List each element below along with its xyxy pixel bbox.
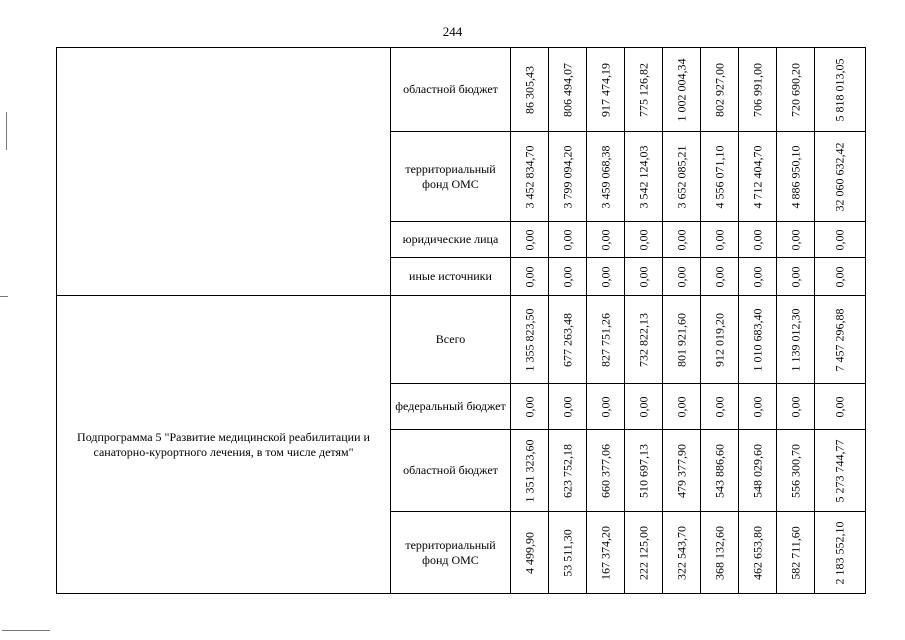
amount-cell	[587, 48, 625, 132]
amount-cell	[549, 512, 587, 594]
amount-cell	[701, 48, 739, 132]
amount-value: 0,00	[674, 266, 688, 287]
amount-cell	[625, 132, 663, 222]
amount-value: 0,00	[788, 396, 802, 417]
amount-cell	[511, 384, 549, 430]
amount-cell	[549, 258, 587, 296]
table-row	[57, 48, 866, 132]
amount-value: 0,00	[598, 266, 612, 287]
amount-cell	[587, 430, 625, 512]
amount-value: 0,00	[522, 266, 536, 287]
funding-source-cell: юридические лица	[391, 222, 511, 258]
amount-value: 660 377,06	[598, 443, 612, 498]
amount-value: 1 139 012,30	[788, 308, 802, 371]
amount-cell	[815, 258, 866, 296]
amount-cell	[701, 430, 739, 512]
amount-value: 3 542 124,03	[636, 145, 650, 208]
table-row	[57, 296, 866, 384]
amount-cell	[625, 430, 663, 512]
amount-value: 0,00	[750, 266, 764, 287]
amount-cell	[587, 512, 625, 594]
amount-cell	[549, 430, 587, 512]
funding-source-cell: территориальный фонд ОМС	[391, 132, 511, 222]
amount-value: 4 712 404,70	[750, 145, 764, 208]
amount-value: 53 511,30	[560, 528, 574, 577]
amount-value: 0,00	[750, 396, 764, 417]
amount-cell	[625, 512, 663, 594]
amount-cell	[625, 48, 663, 132]
amount-value: 32 060 632,42	[832, 142, 847, 211]
amount-cell	[701, 296, 739, 384]
amount-cell	[777, 296, 815, 384]
amount-value: 0,00	[560, 229, 574, 250]
amount-cell	[511, 132, 549, 222]
amount-cell	[587, 258, 625, 296]
amount-cell	[549, 384, 587, 430]
amount-value: 912 019,20	[712, 312, 726, 367]
amount-value: 775 126,82	[636, 62, 650, 117]
amount-value: 3 452 834,70	[522, 145, 536, 208]
budget-table	[56, 47, 866, 594]
amount-value: 3 799 094,20	[560, 145, 574, 208]
amount-cell	[701, 258, 739, 296]
funding-source-cell: Всего	[391, 296, 511, 384]
amount-cell	[511, 430, 549, 512]
amount-cell	[815, 132, 866, 222]
amount-cell	[511, 296, 549, 384]
amount-value: 582 711,60	[788, 525, 802, 580]
amount-cell	[663, 384, 701, 430]
amount-cell	[549, 48, 587, 132]
amount-cell	[739, 48, 777, 132]
amount-value: 801 921,60	[674, 312, 688, 367]
amount-cell	[777, 512, 815, 594]
amount-cell	[587, 222, 625, 258]
amount-value: 4 499,90	[522, 531, 536, 574]
amount-cell	[815, 222, 866, 258]
amount-cell	[625, 222, 663, 258]
amount-value: 623 752,18	[560, 443, 574, 498]
amount-value: 86 305,43	[522, 65, 536, 114]
amount-cell	[587, 132, 625, 222]
funding-source-cell: иные источники	[391, 258, 511, 296]
amount-cell	[701, 384, 739, 430]
amount-value: 368 132,60	[712, 525, 726, 580]
amount-value: 0,00	[712, 396, 726, 417]
scan-mark-left-dash	[0, 296, 8, 297]
program-name-cell	[57, 48, 391, 296]
amount-value: 556 300,70	[788, 443, 802, 498]
amount-cell	[739, 258, 777, 296]
amount-cell	[701, 222, 739, 258]
amount-cell	[663, 430, 701, 512]
amount-cell	[739, 222, 777, 258]
amount-cell	[777, 48, 815, 132]
amount-value: 0,00	[788, 229, 802, 250]
amount-cell	[587, 296, 625, 384]
amount-value: 1 351 323,60	[522, 439, 536, 502]
amount-value: 0,00	[636, 229, 650, 250]
amount-value: 5 818 013,05	[832, 58, 847, 121]
amount-cell	[777, 258, 815, 296]
amount-value: 0,00	[832, 266, 847, 287]
page-number: 244	[442, 24, 463, 39]
amount-cell	[625, 258, 663, 296]
amount-value: 0,00	[636, 396, 650, 417]
amount-cell	[663, 512, 701, 594]
amount-value: 1 002 004,34	[674, 58, 688, 121]
amount-value: 0,00	[712, 266, 726, 287]
amount-value: 0,00	[674, 396, 688, 417]
amount-value: 827 751,26	[598, 312, 612, 367]
amount-value: 0,00	[832, 396, 847, 417]
amount-value: 0,00	[598, 396, 612, 417]
amount-cell	[739, 296, 777, 384]
amount-cell	[511, 512, 549, 594]
amount-value: 462 653,80	[750, 525, 764, 580]
amount-cell	[777, 222, 815, 258]
amount-cell	[815, 48, 866, 132]
amount-value: 0,00	[522, 396, 536, 417]
amount-value: 4 886 950,10	[788, 145, 802, 208]
amount-cell	[663, 48, 701, 132]
amount-cell	[739, 384, 777, 430]
amount-value: 543 886,60	[712, 443, 726, 498]
amount-cell	[549, 222, 587, 258]
amount-value: 0,00	[674, 229, 688, 250]
amount-cell	[625, 296, 663, 384]
funding-source-cell: федеральный бюджет	[391, 384, 511, 430]
amount-value: 732 822,13	[636, 312, 650, 367]
amount-value: 917 474,19	[598, 62, 612, 117]
amount-cell	[815, 512, 866, 594]
amount-value: 548 029,60	[750, 443, 764, 498]
program-name-cell: Подпрограмма 5 "Развитие медицинской реабилитации и санаторно-курортного лечения, в том числе детям"	[57, 296, 391, 594]
amount-value: 0,00	[636, 266, 650, 287]
amount-cell	[815, 296, 866, 384]
amount-cell	[549, 296, 587, 384]
amount-value: 806 494,07	[560, 62, 574, 117]
amount-cell	[511, 258, 549, 296]
amount-cell	[663, 132, 701, 222]
amount-cell	[663, 222, 701, 258]
scan-mark-left	[6, 112, 7, 150]
amount-cell	[777, 384, 815, 430]
amount-cell	[739, 512, 777, 594]
amount-cell	[511, 222, 549, 258]
amount-value: 7 457 296,88	[832, 308, 847, 371]
amount-cell	[663, 296, 701, 384]
funding-source-cell: территориальный фонд ОМС	[391, 512, 511, 594]
amount-cell	[777, 430, 815, 512]
amount-value: 479 377,90	[674, 443, 688, 498]
scan-mark-bottom	[2, 630, 50, 631]
amount-value: 0,00	[598, 229, 612, 250]
amount-cell	[511, 48, 549, 132]
amount-value: 720 690,20	[788, 62, 802, 117]
amount-value: 5 273 744,77	[832, 439, 847, 502]
amount-value: 4 556 071,10	[712, 145, 726, 208]
amount-cell	[815, 384, 866, 430]
amount-value: 0,00	[560, 396, 574, 417]
funding-source-cell: областной бюджет	[391, 430, 511, 512]
amount-cell	[815, 430, 866, 512]
amount-value: 0,00	[832, 229, 847, 250]
amount-value: 167 374,20	[598, 525, 612, 580]
amount-value: 322 543,70	[674, 525, 688, 580]
amount-cell	[701, 512, 739, 594]
amount-value: 0,00	[712, 229, 726, 250]
amount-value: 3 652 085,21	[674, 145, 688, 208]
amount-value: 1 010 683,40	[750, 308, 764, 371]
amount-value: 677 263,48	[560, 312, 574, 367]
amount-value: 0,00	[788, 266, 802, 287]
amount-cell	[739, 430, 777, 512]
amount-cell	[777, 132, 815, 222]
funding-source-cell: областной бюджет	[391, 48, 511, 132]
amount-cell	[739, 132, 777, 222]
amount-cell	[701, 132, 739, 222]
amount-value: 222 125,00	[636, 525, 650, 580]
amount-value: 0,00	[750, 229, 764, 250]
amount-cell	[587, 384, 625, 430]
amount-cell	[663, 258, 701, 296]
amount-value: 3 459 068,38	[598, 145, 612, 208]
amount-value: 510 697,13	[636, 443, 650, 498]
amount-cell	[625, 384, 663, 430]
amount-value: 802 927,00	[712, 62, 726, 117]
amount-value: 0,00	[560, 266, 574, 287]
amount-value: 1 355 823,50	[522, 308, 536, 371]
amount-value: 2 183 552,10	[832, 521, 847, 584]
amount-value: 0,00	[522, 229, 536, 250]
amount-value: 706 991,00	[750, 62, 764, 117]
amount-cell	[549, 132, 587, 222]
